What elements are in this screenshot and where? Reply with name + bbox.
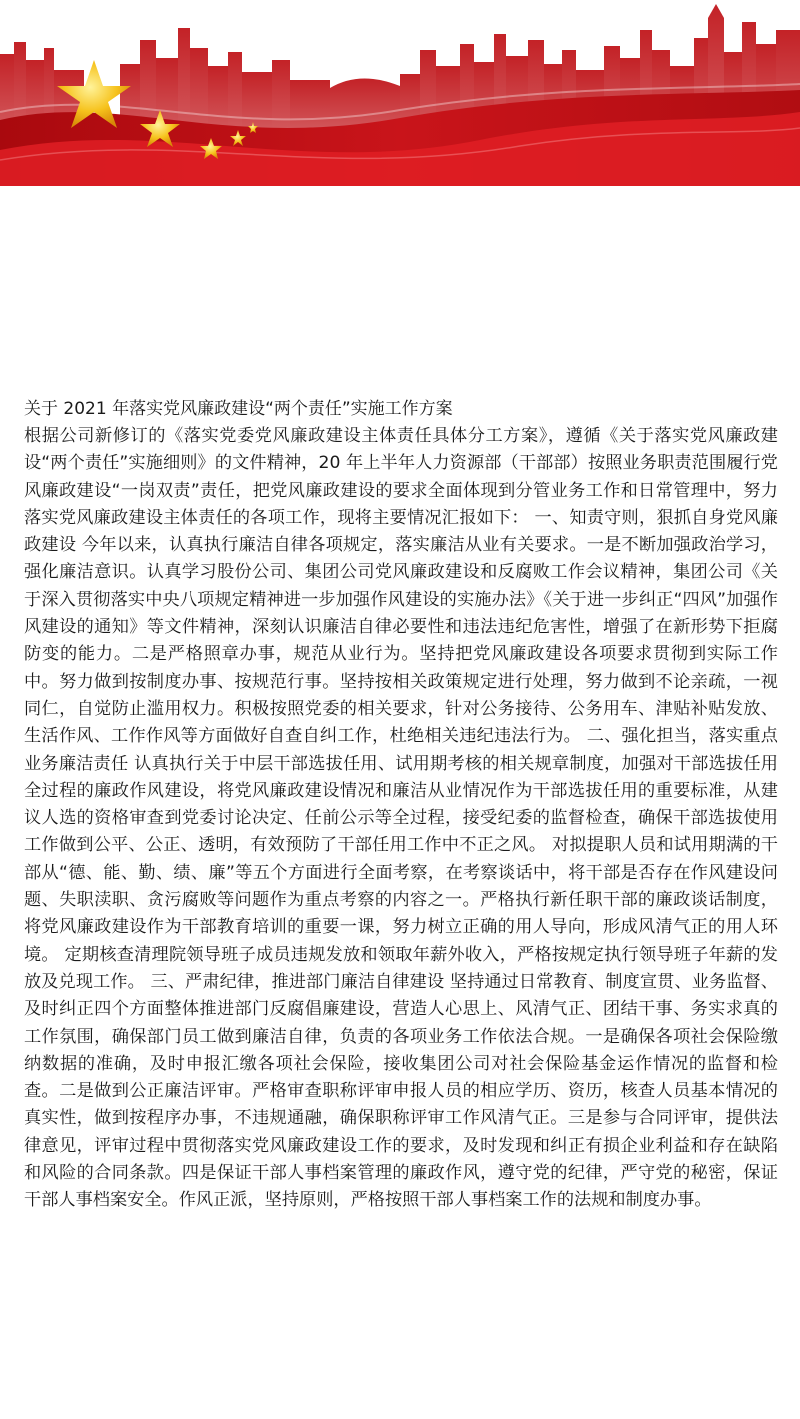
document-body: 根据公司新修订的《落实党委党风廉政建设主体责任具体分工方案》，遵循《关于落实党风廉政建设“两个责任”实施细则》的文件精神，20 年上半年人力资源部（干部部）按照业务职责范围履行党风廉政建设“一岗双责”责任，把党风廉政建设的要求全面体现到分管业务工作和日常管理中，努力落实党风廉政建设主体责任的各项工作，现将主要情况汇报如下： 一、知责守则，狠抓自身党风廉政建设 今年以来，认真执行廉洁自律各项规定，落实廉洁从业有关要求。一是不断加强政治学习，强化廉洁意识。认真学习股份公司、集团公司党风廉政建设和反腐败工作会议精神，集团公司《关于深入贯彻落实中央八项规定精神进一步加强作风建设的实施办法》《关于进一步纠正“四风”加强作风建设的通知》等文件精神，深刻认识廉洁自律必要性和违法违纪危害性，增强了在新形势下拒腐防变的能力。二是严格照章办事，规范从业行为。坚持把党风廉政建设各项要求贯彻到实际工作中。努力做到按制度办事、按规范行事。坚持按相关政策规定进行处理，努力做到不论亲疏，一视同仁，自觉防止滥用权力。积极按照党委的相关要求，针对公务接待、公务用车、津贴补贴发放、生活作风、工作作风等方面做好自查自纠工作，杜绝相关违纪违法行为。 二、强化担当，落实重点业务廉洁责任 认真执行关于中层干部选拔任用、试用期考核的相关规章制度，加强对干部选拔任用全过程的廉政作风建设，将党风廉政建设情况和廉洁从业情况作为干部选拔任用的重要标准，从建议人选的资格审查到党委讨论决定、任前公示等全过程，接受纪委的监督检查，确保干部选拔使用工作做到公平、公正、透明，有效预防了干部任用工作中不正之风。 对拟提职人员和试用期满的干部从“德、能、勤、绩、廉”等五个方面进行全面考察，在考察谈话中，将干部是否存在作风建设问题、失职渎职、贪污腐败等问题作为重点考察的内容之一。严格执行新任职干部的廉政谈话制度，将党风廉政建设作为干部教育培训的重要一课，努力树立正确的用人导向，形成风清气正的用人环境。 定期核查清理院领导班子成员违规发放和领取年薪外收入，严格按规定执行领导班子年薪的发放及兑现工作。 三、严肃纪律，推进部门廉洁自律建设 坚持通过日常教育、制度宣贯、业务监督、及时纠正四个方面整体推进部门反腐倡廉建设，营造人心思上、风清气正、团结干事、务实求真的工作氛围，确保部门员工做到廉洁自律，负责的各项业务工作依法合规。一是确保各项社会保险缴纳数据的准确，及时申报汇缴各项社会保险，接收集团公司对社会保险基金运作情况的监督和检查。二是做到公正廉洁评审。严格审查职称评审申报人员的相应学历、资历，核查人员基本情况的真实性，做到按程序办事，不违规通融，确保职称评审工作风清气正。三是参与合同评审，提供法律意见，评审过程中贯彻落实党风廉政建设工作的要求，及时发现和纠正有损企业利益和存在缺陷和风险的合同条款。四是保证干部人事档案管理的廉政作风，遵守党的纪律，严守党的秘密，保证干部人事档案安全。作风正派，坚持原则，严格按照干部人事档案工作的法规和制度办事。: [24, 426, 778, 1211]
document-title: 关于 2021 年落实党风廉政建设“两个责任”实施工作方案: [24, 399, 453, 419]
header-banner: [0, 0, 800, 186]
document: [24, 396, 778, 1215]
